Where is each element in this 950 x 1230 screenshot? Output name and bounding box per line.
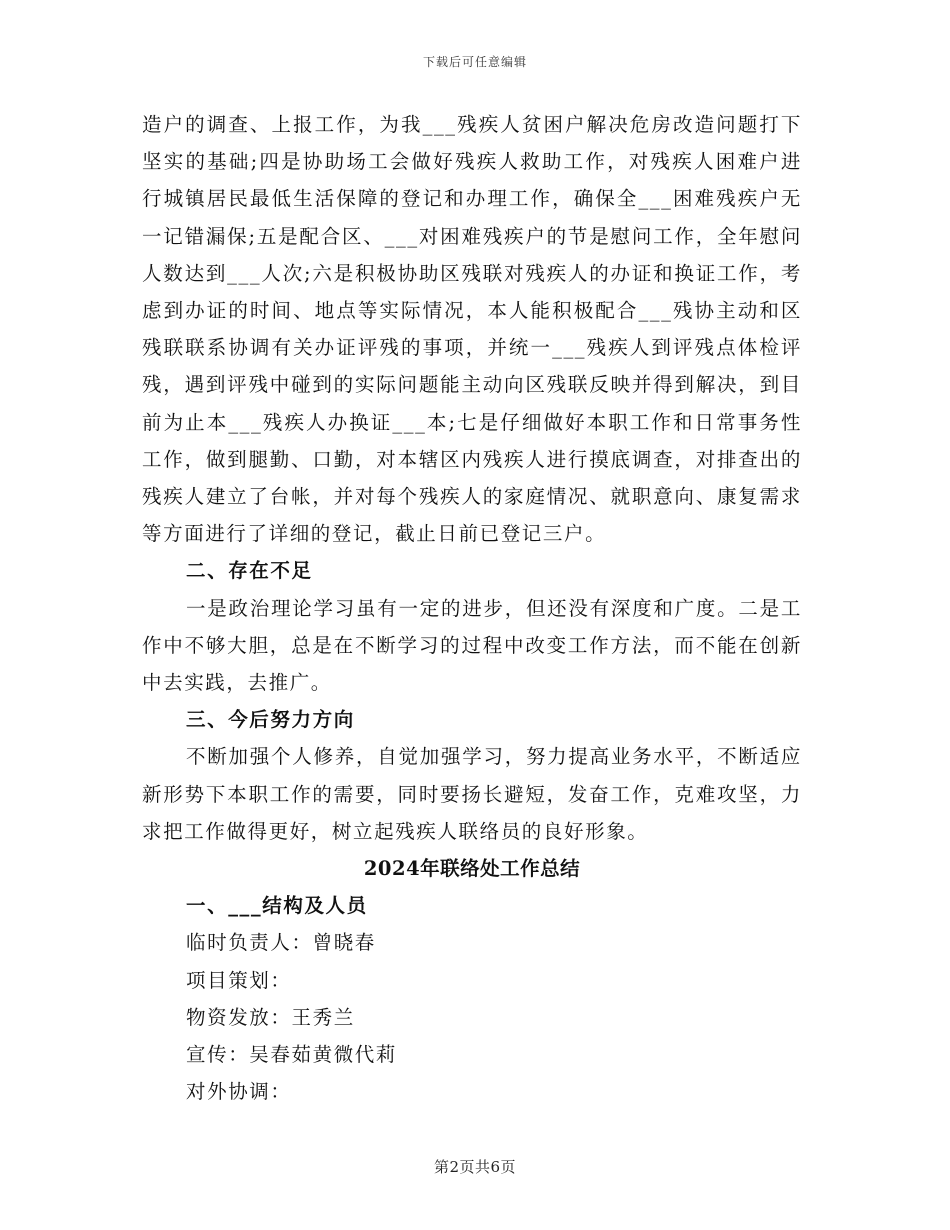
header-note: 下载后可任意编辑 [422, 55, 527, 69]
body-paragraph-future-direction: 不断加强个人修养，自觉加强学习，努力提高业务水平，不断适应新形势下本职工作的需要，同时要扬长避短，发奋工作，克难攻坚，力求把工作做得更好，树立起残疾人联络员的良好形象。 [142, 745, 802, 843]
role-line-planning: 项目策划： [186, 968, 292, 992]
page-number: 第2页共6页 [433, 1158, 517, 1176]
body-paragraph-continued: 造户的调查、上报工作，为我___残疾人贫困户解决危房改造问题打下坚实的基础;四是协助场工会做好残疾人救助工作，对残疾人困难户进行城镇居民最低生活保障的登记和办理工作，确保全___困难残疾户无一记错漏保;五是配合区、___对困难残疾户的节是慰问工作，全年慰问人数达到___人次;六是积极协助区残联对残疾人的办证和换证工作，考虑到办证的时间、地点等实际情况，本人能积极配合___残协主动和区残联联系协调有关办证评残的事项，并统一___残疾人到评残点体检评残，遇到评残中碰到的实际问题能主动向区残联反映并得到解决，到目前为止本___残疾人办换证___本;七是仔细做好本职工作和日常事务性工作，做到腿勤、口勤，对本辖区内残疾人进行摸底调查，对排查出的残疾人建立了台帐，并对每个残疾人的家庭情况、就职意向、康复需求等方面进行了详细的登记，截止日前已登记三户。 [142, 113, 802, 546]
body-paragraph-shortcomings: 一是政治理论学习虽有一定的进步，但还没有深度和广度。二是工作中不够大胆，总是在不断学习的过程中改变工作方法，而不能在创新中去实践，去推广。 [142, 596, 802, 695]
document-body [142, 106, 802, 1110]
section-heading-structure: 一、___结构及人员 [186, 894, 368, 918]
role-line-coordination: 对外协调： [186, 1080, 292, 1104]
section-heading-shortcomings: 二、存在不足 [186, 559, 313, 583]
role-line-publicity: 宣传：吴春茹黄微代莉 [186, 1043, 398, 1067]
role-line-distribution: 物资发放：王秀兰 [186, 1005, 355, 1029]
document-title: 2024年联络处工作总结 [363, 857, 581, 881]
section-heading-future-direction: 三、今后努力方向 [186, 708, 355, 732]
role-line-leader: 临时负责人：曾晓春 [186, 931, 376, 955]
